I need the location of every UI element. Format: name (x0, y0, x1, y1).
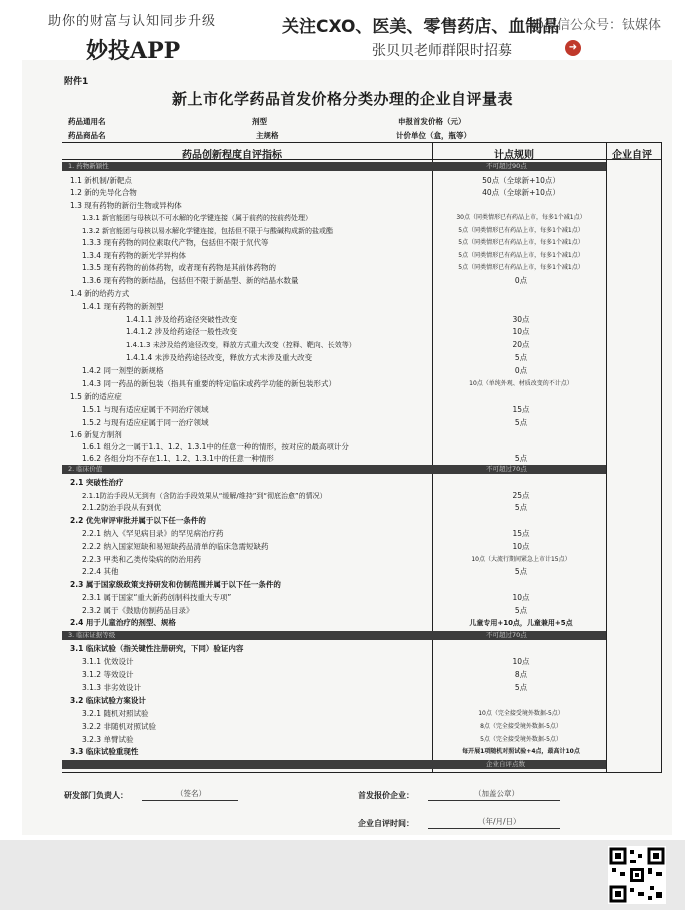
table-row: 3.1 临床试验（指关键性注册研究，下同）验证内容 (70, 644, 244, 653)
table-row: 3.1.1 优效设计 10点 (82, 657, 530, 666)
table-row: 1.4.2 同一剂型的新规格 0点 (82, 366, 528, 375)
header-rule: 计点规则 (494, 150, 534, 161)
table-row: 2.2.3 甲类和乙类传染病的防治用药 10点（大流行期间紧急上市计15点） (82, 555, 571, 564)
table-row: 2.1.2防治手段从有到优 5点 (82, 503, 528, 512)
table-row: 1.1 新机制/新靶点 50点（全球新+10点） (70, 176, 560, 185)
section-band-label: 2. 临床价值 (68, 465, 103, 473)
table-row: 1.4.1.1 涉及给药途径突破性改变 30点 (126, 315, 530, 324)
table-row: 1.3.2 新官能团与母核以易水解化学键连接，包括但不限于与酸碱构成新的盐或酯 5点（同类情形已有药品上市，每多1个减1点） (82, 227, 584, 235)
eval-date-label: 企业自评时间： (358, 819, 414, 828)
banner-group-recruit[interactable]: 张贝贝老师群限时招募 (372, 43, 512, 59)
column-divider (606, 142, 607, 772)
promo-banner[interactable] (0, 840, 685, 910)
table-row: 1.4.1.4 未涉及给药途径改变，释放方式未涉及重大改变 5点 (126, 353, 528, 362)
header-self-eval: 企业自评 (612, 150, 652, 161)
table-row: 1.6.2 各组分均不存在1.1、1.2、1.3.1中的任意一种情形 5点 (82, 454, 528, 463)
section-band-limit: 不可超过70点 (486, 465, 527, 473)
table-row: 1.3.1 新官能团与母核以不可水解的化学键连接（属于前药的按前药处理） 30点（同类情形已有药品上市，每多1个减1点） (82, 214, 586, 222)
table-row: 3.2 临床试验方案设计 (70, 696, 146, 705)
meta-dosage-form: 剂型 (252, 117, 267, 126)
table-row: 1.5.2 与现有适应症属于同一治疗领域 5点 (82, 418, 528, 427)
table-top-border (62, 142, 662, 143)
table-row: 2.3 属于国家级政策支持研发和仿制范围并属于以下任一条件的 (70, 580, 281, 589)
qr-code-icon (608, 846, 666, 904)
table-row: 1.5 新的适应症 (70, 392, 122, 401)
table-row: 2.2.4 其他 5点 (82, 567, 528, 576)
meta-declared-price: 申报首发价格（元） (398, 117, 466, 126)
table-row: 2.1 突破性治疗 (70, 478, 124, 487)
table-right-border (661, 142, 662, 772)
table-row: 1.3.4 现有药物的新光学异构体 5点（同类情形已有药品上市，每多1个减1点） (82, 251, 584, 260)
meta-pricing-unit: 计价单位（盒，瓶等） (396, 131, 471, 140)
section-band-limit: 不可超过70点 (486, 631, 527, 639)
table-row: 1.5.1 与现有适应症属于不同治疗领域 15点 (82, 405, 530, 414)
signature-hint: （签名） (176, 789, 206, 798)
table-row: 1.2 新的先导化合物 40点（全球新+10点） (70, 188, 560, 197)
table-row: 1.4 新的给药方式 (70, 289, 130, 298)
date-hint: （年/月/日） (478, 817, 521, 826)
table-row: 2.2.2 纳入国家短缺和易短缺药品清单的临床急需短缺药 10点 (82, 542, 530, 551)
table-row: 2.4 用于儿童治疗的剂型、规格 儿童专用+10点，儿童兼用+5点 (70, 618, 573, 627)
document-title: 新上市化学药品首发价格分类办理的企业自评量表 (171, 90, 513, 108)
table-row: 2.3.1 属于国家“重大新药创制科技重大专项” 10点 (82, 593, 530, 602)
table-row: 2.2.1 纳入《罕见病目录》的罕见病治疗药 15点 (82, 529, 530, 538)
table-row: 2.3.2 属于《鼓励仿制药品目录》 5点 (82, 606, 528, 615)
meta-spec: 主规格 (256, 131, 279, 140)
table-bottom-border (62, 772, 662, 773)
table-row: 1.3 现有药物的新衍生物或异构体 (70, 201, 182, 210)
table-row: 1.4.3 同一药品的新包装（指具有重要的特定临床或药学功能的新包装形式） 10点（单纯外观、材质改变的不计点） (82, 379, 573, 388)
signature-line (428, 800, 560, 801)
table-row: 1.6.1 组分之一属于1.1、1.2、1.3.1中的任意一种的情形，按对应的最高项计分 (82, 442, 349, 451)
section-band-limit: 不可超过90点 (486, 162, 527, 170)
banner-slogan: 助你的财富与认知同步升级 (48, 14, 217, 29)
signature-line (428, 828, 560, 829)
table-row: 2.2 优先审评审批并属于以下任一条件的 (70, 516, 206, 525)
table-row: 1.3.3 现有药物的同位素取代产物，包括但不限于氘代等 5点（同类情形已有药品上市，每多1个减1点） (82, 238, 584, 247)
seal-hint: （加盖公章） (474, 789, 519, 798)
section-band-label: 3. 临床证据等级 (68, 631, 116, 639)
table-row: 1.3.6 现有药物的新结晶，包括但不限于新晶型、新的结晶水数量 0点 (82, 276, 528, 285)
banner-follow-topics: 关注CXO、医美、零售药店、血制品 (282, 17, 560, 37)
table-row: 1.4.1.2 涉及给药途径一般性改变 10点 (126, 327, 530, 336)
total-band-label: 企业自评点数 (486, 760, 525, 768)
section-band-label: 1. 药物新颖性 (68, 162, 109, 170)
signature-company-label: 首发报价企业： (358, 791, 414, 800)
table-row: 3.2.1 随机对照试验 10点（完全接受境外数据-5点） (82, 709, 564, 718)
table-row: 1.4.1 现有药物的新剂型 (82, 302, 164, 311)
attachment-label: 附件1 (64, 77, 89, 87)
meta-generic-name: 药品通用名 (68, 117, 106, 126)
table-row: 1.4.1.3 未涉及给药途径改变，释放方式重大改变（控释、靶向、长效等） 20点 (126, 340, 530, 349)
header-indicator: 药品创新程度自评指标 (182, 150, 282, 161)
watermark: @微信公众号：钛媒体 (530, 18, 661, 33)
signature-line (142, 800, 238, 801)
table-row: 3.1.3 非劣效设计 5点 (82, 683, 528, 692)
table-row: 3.2.2 非随机对照试验 8点（完全接受境外数据-5点） (82, 722, 562, 731)
table-row: 3.1.2 等效设计 8点 (82, 670, 528, 679)
table-row: 3.3 临床试验重现性 每开展1项随机对照试验+4点，最高计10点 (70, 747, 580, 756)
table-row: 1.6 新复方制剂 (70, 430, 122, 439)
table-row: 3.2.3 单臂试验 5点（完全接受境外数据-5点） (82, 735, 562, 744)
meta-brand-name: 药品商品名 (68, 131, 106, 140)
table-row: 2.1.1防治手段从无到有（含防治手段效果从“缓解/维持”到“彻底治愈”的情况） 25点 (82, 491, 530, 500)
table-row: 1.3.5 现有药物的前体药物，或者现有药物是其前体药物的 5点（同类情形已有药品上市，每多1个减1点） (82, 263, 584, 272)
arrow-right-icon[interactable]: ➜ (565, 40, 581, 56)
header-bottom-border (62, 159, 662, 160)
signature-dept-head-label: 研发部门负责人： (64, 791, 128, 800)
banner-brand: 妙投APP (86, 38, 181, 64)
